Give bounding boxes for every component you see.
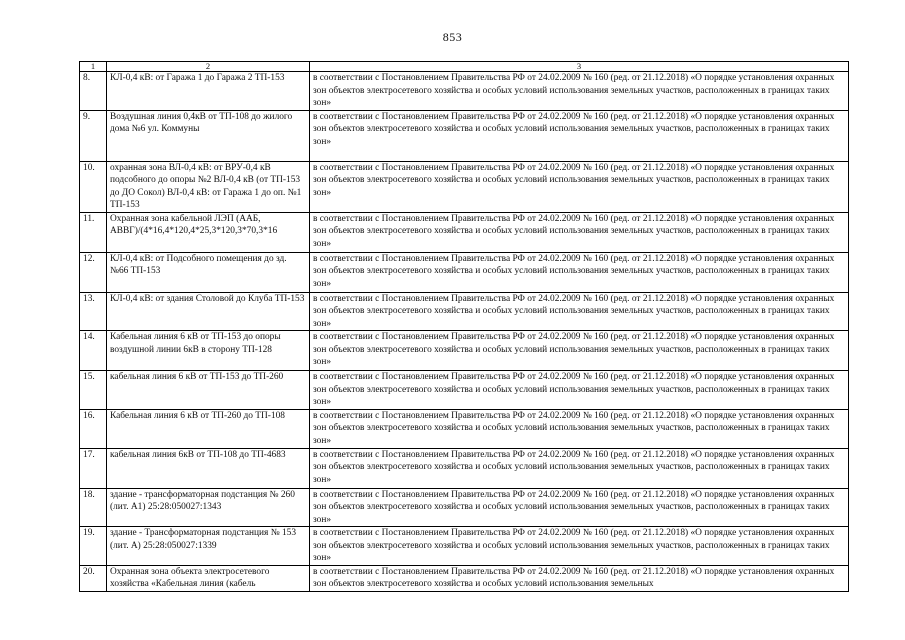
table-row — [80, 371, 849, 410]
table-row — [80, 565, 849, 591]
header-col-1: 1 — [80, 62, 107, 72]
basis-text: в соответствии с Постановлением Правительства РФ от 24.02.2009 № 160 (ред. от 21.12.2018) «О порядке установления охранных зон объектов электросетевого хозяйства и особых условий использования земельных участков, расположенных в границах таких зон» — [310, 292, 849, 331]
basis-text: в соответствии с Постановлением Правительства РФ от 24.02.2009 № 160 (ред. от 21.12.2018) «О порядке установления охранных зон объектов электросетевого хозяйства и особых условий использования земельных участков, расположенных в границах таких зон» — [310, 488, 849, 527]
row-number: 15. — [80, 371, 107, 410]
table-row — [80, 292, 849, 331]
object-name: Охранная зона объекта электросетевого хозяйства «Кабельная линия (кабель — [110, 566, 270, 589]
object-name: здание - Трансформаторная подстанция № 153 (лит. А) 25:28:050027:1339 — [107, 527, 310, 566]
basis-text: в соответствии с Постановлением Правительства РФ от 24.02.2009 № 160 (ред. от 21.12.2018) «О порядке установления охранных зон объектов электросетевого хозяйства и особых условий использования земельных участков, расположенных в границах таких зон» — [310, 409, 849, 448]
basis-text: в соответствии с Постановлением Правительства РФ от 24.02.2009 № 160 (ред. от 21.12.2018) «О порядке установления охранных зон объектов электросетевого хозяйства и особых условий использования земельных участков, расположенных в границах таких зон» — [310, 448, 849, 488]
row-number: 20. — [80, 565, 107, 591]
object-name: КЛ-0,4 кВ: от здания Столовой до Клуба ТП-153 — [107, 292, 310, 331]
row-number: 9. — [80, 110, 107, 161]
basis-text: в соответствии с Постановлением Правительства РФ от 24.02.2009 № 160 (ред. от 21.12.2018) «О порядке установления охранных зон объектов электросетевого хозяйства и особых условий использования земельных участков, расположенных в границах таких зон» — [310, 72, 849, 111]
row-number: 14. — [80, 331, 107, 371]
table-row — [80, 161, 849, 212]
basis-text: в соответствии с Постановлением Правительства РФ от 24.02.2009 № 160 (ред. от 21.12.2018) «О порядке установления охранных зон объектов электросетевого хозяйства и особых условий использования земельных участков, расположенных в границах таких зон» — [310, 110, 849, 161]
row-number: 13. — [80, 292, 107, 331]
table-row — [80, 110, 849, 161]
row-number: 18. — [80, 488, 107, 527]
header-col-2: 2 — [107, 62, 310, 72]
table-header-row — [80, 62, 849, 72]
row-number: 19. — [80, 527, 107, 566]
object-name: Охранная зона кабельной ЛЭП (ААБ, АВВГ)/(4*16,4*120,4*25,3*120,3*70,3*16 — [107, 212, 310, 252]
basis-text: в соответствии с Постановлением Правительства РФ от 24.02.2009 № 160 (ред. от 21.12.2018) «О порядке установления охранных зон объектов электросетевого хозяйства и особых условий использования земельных участков, расположенных в границах таких зон» — [310, 527, 849, 566]
basis-text: в соответствии с Постановлением Правительства РФ от 24.02.2009 № 160 (ред. от 21.12.2018) «О порядке установления охранных зон объектов электросетевого хозяйства и особых условий использования земельных участков, расположенных в границах таких зон» — [310, 252, 849, 292]
object-name: Воздушная линия 0,4кВ от ТП-108 до жилого дома №6 ул. Коммуны — [107, 110, 310, 161]
zones-table — [79, 61, 849, 592]
basis-text: в соответствии с Постановлением Правительства РФ от 24.02.2009 № 160 (ред. от 21.12.2018) «О порядке установления охранных зон объектов электросетевого хозяйства и особых условий использования земельных участков, расположенных в границах таких зон» — [310, 161, 849, 212]
object-name: здание - трансформаторная подстанция № 260 (лит. А1) 25:28:050027:1343 — [107, 488, 310, 527]
basis-text: в соответствии с Постановлением Правительства РФ от 24.02.2009 № 160 (ред. от 21.12.2018) «О порядке установления охранных зон объектов электросетевого хозяйства и особых условий использования земельных участков, расположенных в границах таких зон» — [310, 212, 849, 252]
object-name: кабельная линия 6кВ от ТП-108 до ТП-4683 — [107, 448, 310, 488]
object-name: КЛ-0,4 кВ: от Подсобного помещения до зд. №66 ТП-153 — [107, 252, 310, 292]
object-name-cell — [107, 565, 310, 591]
table-row — [80, 448, 849, 488]
object-name: охранная зона ВЛ-0,4 кВ: от ВРУ-0,4 кВ подсобного до опоры №2 ВЛ-0,4 кВ (от ТП-153 до ДО Сокол) ВЛ-0,4 кВ: от Гаража 1 до оп. №1 ТП-153 — [107, 161, 310, 212]
row-number: 10. — [80, 161, 107, 212]
row-number: 8. — [80, 72, 107, 111]
object-name: Кабельная линия 6 кВ от ТП-153 до опоры воздушной линии 6кВ в сторону ТП-128 — [107, 331, 310, 371]
row-number: 16. — [80, 409, 107, 448]
table-row — [80, 331, 849, 371]
row-number: 12. — [80, 252, 107, 292]
basis-text: в соответствии с Постановлением Правительства РФ от 24.02.2009 № 160 (ред. от 21.12.2018) «О порядке установления охранных зон объектов электросетевого хозяйства и особых условий использования земельных участков, расположенных в границах таких зон» — [310, 331, 849, 371]
table-row — [80, 72, 849, 111]
header-col-3: 3 — [310, 62, 849, 72]
object-name: КЛ-0,4 кВ: от Гаража 1 до Гаража 2 ТП-153 — [107, 72, 310, 111]
row-number: 11. — [80, 212, 107, 252]
basis-text: в соответствии с Постановлением Правительства РФ от 24.02.2009 № 160 (ред. от 21.12.2018) «О порядке установления охранных зон объектов электросетевого хозяйства и особых условий использования земельных — [313, 566, 835, 589]
object-name: Кабельная линия 6 кВ от ТП-260 до ТП-108 — [107, 409, 310, 448]
row-number: 17. — [80, 448, 107, 488]
table-row — [80, 212, 849, 252]
table-row — [80, 488, 849, 527]
page-number: 853 — [442, 30, 463, 44]
basis-text: в соответствии с Постановлением Правительства РФ от 24.02.2009 № 160 (ред. от 21.12.2018) «О порядке установления охранных зон объектов электросетевого хозяйства и особых условий использования земельных участков, расположенных в границах таких зон» — [310, 371, 849, 410]
table-row — [80, 409, 849, 448]
object-name: кабельная линия 6 кВ от ТП-153 до ТП-260 — [107, 371, 310, 410]
table-row — [80, 252, 849, 292]
basis-text-cell — [310, 565, 849, 591]
table-row — [80, 527, 849, 566]
